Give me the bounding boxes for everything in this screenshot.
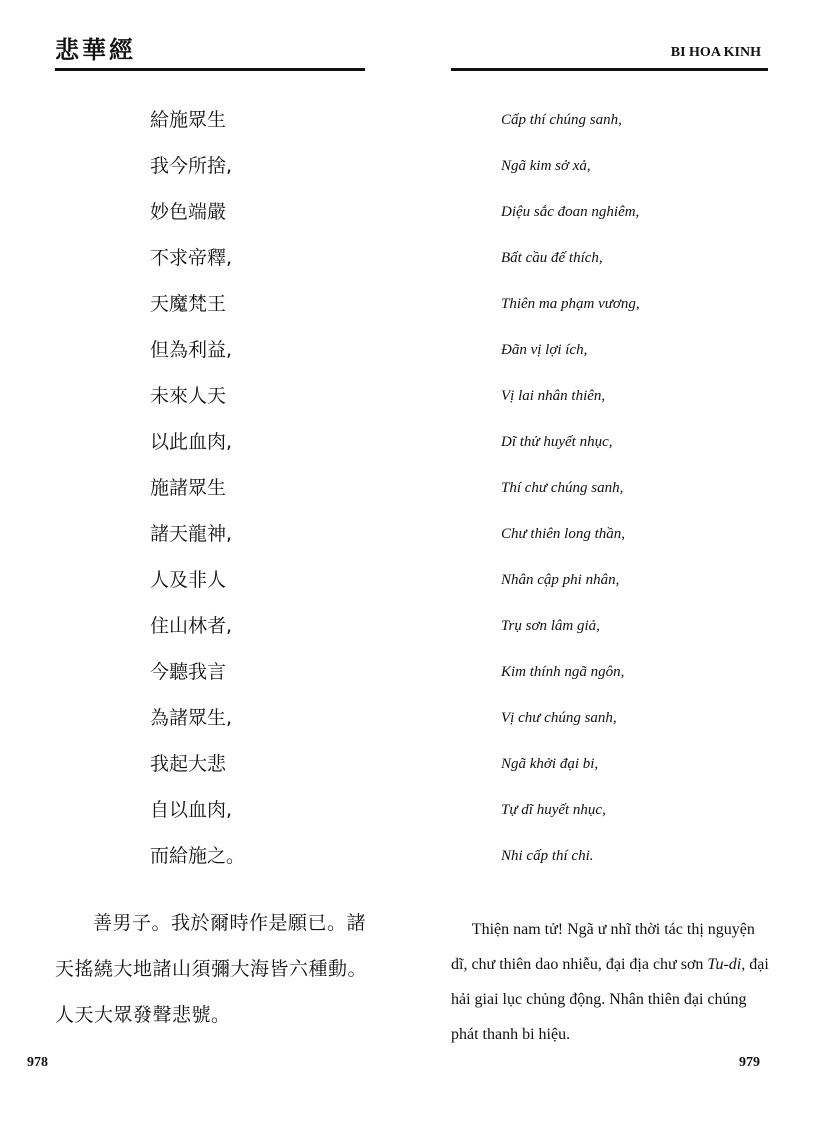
verse-line: 我起大悲 xyxy=(150,753,227,775)
verse-line: Chư thiên long thần, xyxy=(501,526,626,542)
verse-line: Nhân cập phi nhân, xyxy=(501,572,620,588)
verse-line: 自以血肉, xyxy=(150,799,233,821)
verse-line: 我今所捨, xyxy=(150,155,233,177)
verse-line: Kim thính ngã ngôn, xyxy=(501,664,625,680)
right-header-rule xyxy=(451,68,768,71)
verse-line: Cấp thí chúng sanh, xyxy=(501,112,622,128)
verse-line: Đãn vị lợi ích, xyxy=(501,342,588,358)
verse-line: Tự dĩ huyết nhục, xyxy=(501,802,606,818)
verse-line: Ngã khởi đại bi, xyxy=(501,756,599,772)
prose-text: , đại hải giai lục chủng động. Nhân thiên đại chúng phát thanh bi hiệu. xyxy=(451,956,769,1043)
verse-line: 為諸眾生, xyxy=(150,707,233,729)
verse-line: 給施眾生 xyxy=(150,109,227,131)
verse-line: 住山林者, xyxy=(150,615,233,637)
left-prose-paragraph: 善男子。我於爾時作是願已。諸天搖繞大地諸山須彌大海皆六種動。人天大眾發聲悲號。 xyxy=(55,912,368,1026)
left-header-rule xyxy=(55,68,365,71)
verse-line: 妙色端嚴 xyxy=(150,201,227,223)
verse-line: 諸天龍神, xyxy=(150,523,233,545)
left-header-title: 悲華經 xyxy=(55,35,136,64)
verse-line: 今聽我言 xyxy=(150,661,227,683)
left-page-number: 978 xyxy=(27,1055,48,1070)
verse-line: Bất cầu đế thích, xyxy=(501,250,603,266)
verse-line: Nhi cấp thí chi. xyxy=(501,848,594,864)
verse-line: 而給施之。 xyxy=(150,845,246,867)
right-prose-paragraph xyxy=(451,912,771,1052)
verse-line: Thí chư chúng sanh, xyxy=(501,480,624,496)
right-header-title: BI HOA KINH xyxy=(670,45,761,60)
verse-line: Vị lai nhân thiên, xyxy=(501,388,606,404)
verse-line: 不求帝釋, xyxy=(150,247,233,269)
verse-line: Vị chư chúng sanh, xyxy=(501,710,617,726)
verse-line: 施諸眾生 xyxy=(150,477,227,499)
prose-emphasis: Tu-di xyxy=(707,956,742,973)
right-verse-list xyxy=(501,108,640,890)
verse-line: Diệu sắc đoan nghiêm, xyxy=(501,204,640,220)
right-page-number: 979 xyxy=(739,1055,760,1070)
verse-line: 未來人天 xyxy=(150,385,227,407)
verse-line: 但為利益, xyxy=(150,339,233,361)
verse-line: Dĩ thử huyết nhục, xyxy=(501,434,613,450)
prose-text: Thiện nam tử! Ngã ư nhĩ thời tác thị nguyện dĩ, chư thiên dao nhiễu, đại địa chư sơn xyxy=(451,921,755,973)
left-verse-list xyxy=(150,108,245,890)
verse-line: Thiên ma phạm vương, xyxy=(501,296,640,312)
right-page xyxy=(408,0,816,1123)
verse-line: Ngã kim sở xả, xyxy=(501,158,591,174)
verse-line: 以此血肉, xyxy=(150,431,233,453)
verse-line: 人及非人 xyxy=(150,569,227,591)
verse-line: 天魔梵王 xyxy=(150,293,227,315)
verse-line: Trụ sơn lâm giả, xyxy=(501,618,600,634)
